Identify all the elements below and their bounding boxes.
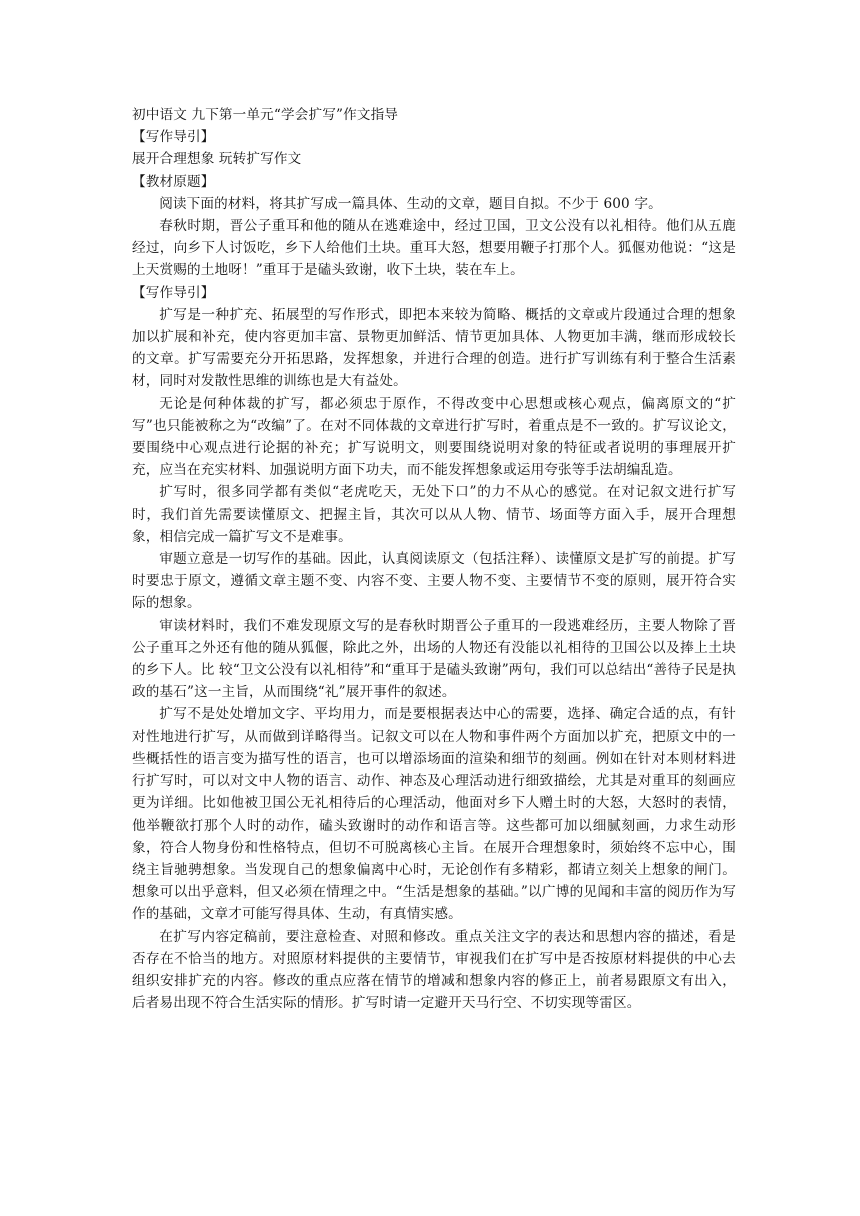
body-paragraph: 扩写不是处处增加文字、平均用力，而是要根据表达中心的需要，选择、确定合适的点，有针对性地进行扩写，从而做到详略得当。记叙文可以在人物和事件两个方面加以扩充，把原文中的一些概括性的语言变为描写性的语言，也可以增添场面的渲染和细节的刻画。例如在针对本则材料进行扩写时，可以对文中人物的语言、动作、神态及心理活动进行细致描绘，尤其是对重耳的刻画应更为详细。比如他被卫国公无礼相待后的心理活动，他面对乡下人赠土时的大怒，大怒时的表情，他举鞭欲打那个人时的动作，磕头致谢时的动作和语言等。这些都可加以细腻刻画，力求生动形象，符合人物身份和性格特点，但切不可脱离核心主旨。在展开合理想象时，须始终不忘中心，围绕主旨驰骋想象。当发现自己的想象偏离中心时，无论创作有多精彩，都请立刻关上想象的闸门。想象可以出乎意料，但又必须在情理之中。“生活是想象的基础。”以广博的见闻和丰富的阅历作为写作的基础，文章才可能写得具体、生动，有真情实感。: [132, 706, 736, 923]
document-subtitle: 展开合理想象 玩转扩写作文: [132, 151, 302, 168]
source-material: 春秋时期，晋公子重耳和他的随从在逃难途中，经过卫国，卫文公没有以礼相待。他们从五鹿经过，向乡下人讨饭吃，乡下人给他们土块。重耳大怒，想要用鞭子打那个人。狐偃劝他说：“这是上天赏赐的土地呀！”重耳于是磕头致谢，收下土块，装在车上。: [132, 218, 736, 279]
section-heading-writing-guide: 【写作导引】: [132, 129, 215, 146]
task-instruction: 阅读下面的材料，将其扩写成一篇具体、生动的文章，题目自拟。不少于 600 字。: [159, 195, 662, 212]
body-paragraph: 无论是何种体裁的扩写，都必须忠于原作，不得改变中心思想或核心观点，偏离原文的“扩写”也只能被称之为“改编”了。在对不同体裁的文章进行扩写时，着重点是不一致的。扩写议论文，要围绕中心观点进行论据的补充；扩写说明文，则要围绕说明对象的特征或者说明的事理展开扩充，应当在充实材料、加强说明方面下功夫，而不能发挥想象或运用夸张等手法胡编乱造。: [132, 395, 736, 479]
body-paragraph: 在扩写内容定稿前，要注意检查、对照和修改。重点关注文字的表达和思想内容的描述，看是否存在不恰当的地方。对照原材料提供的主要情节，审视我们在扩写中是否按原材料提供的中心去组织安排扩充的内容。修改的重点应落在情节的增减和想象内容的修正上，前者易跟原文有出入，后者易出现不符合生活实际的情形。扩写时请一定避开天马行空、不切实现等雷区。: [132, 928, 736, 1012]
body-paragraph: 审读材料时，我们不难发现原文写的是春秋时期晋公子重耳的一段逃难经历，主要人物除了晋公子重耳之外还有他的随从狐偃，除此之外，出场的人物还有没能以礼相待的卫国公以及捧上土块的乡下人。比 较“卫文公没有以礼相待”和“重耳于是磕头致谢”两句，我们可以总结出“善待子民是执政的基石”这一主旨，从而围绕“礼”展开事件的叙述。: [132, 617, 736, 701]
document-title: 初中语文 九下第一单元“学会扩写”作文指导: [132, 107, 399, 123]
body-paragraph: 扩写时，很多同学都有类似“老虎吃天，无处下口”的力不从心的感觉。在对记叙文进行扩写时，我们首先需要读懂原文、把握主旨，其次可以从人物、情节、场面等方面入手，展开合理想象，相信完成一篇扩写文不是难事。: [132, 484, 736, 545]
section-heading-original-task: 【教材原题】: [132, 173, 215, 190]
body-paragraph: 审题立意是一切写作的基础。因此，认真阅读原文（包括注释）、读懂原文是扩写的前提。扩写时要忠于原文，遵循文章主题不变、内容不变、主要人物不变、主要情节不变的原则，展开符合实际的想象。: [132, 551, 736, 612]
body-paragraph: 扩写是一种扩充、拓展型的写作形式，即把本来较为简略、概括的文章或片段通过合理的想象加以扩展和补充，使内容更加丰富、景物更加鲜活、情节更加具体、人物更加丰满，继而形成较长的文章。扩写需要充分开拓思路，发挥想象，并进行合理的创造。进行扩写训练有利于整合生活素材，同时对发散性思维的训练也是大有益处。: [132, 306, 736, 390]
section-heading-writing-guide-2: 【写作导引】: [132, 284, 215, 301]
document-body: [132, 104, 736, 1014]
